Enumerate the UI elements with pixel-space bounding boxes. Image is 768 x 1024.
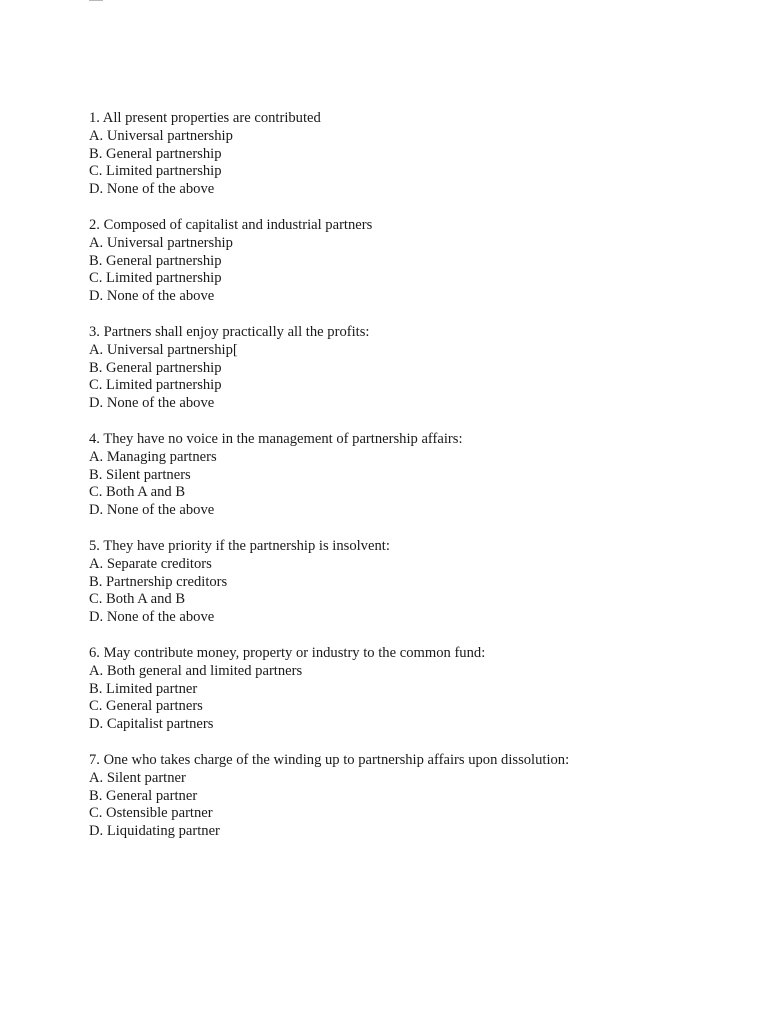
- question-block: [89, 217, 729, 306]
- question-block: [89, 324, 729, 413]
- answer-option: B. Limited partner: [89, 680, 198, 697]
- question-block: [89, 538, 729, 627]
- answer-option: C. Both A and B: [89, 484, 186, 501]
- answer-option: B. General partner: [89, 787, 198, 804]
- answer-option: A. Both general and limited partners: [89, 662, 303, 679]
- answer-option: B. Silent partners: [89, 466, 191, 483]
- question-block: [89, 110, 729, 199]
- answer-option: A. Silent partner: [89, 769, 186, 786]
- answer-option: B. General partnership: [89, 359, 222, 376]
- answer-option: D. Liquidating partner: [89, 823, 220, 840]
- question-text: 6. May contribute money, property or industry to the common fund:: [89, 644, 486, 661]
- answer-option: A. Separate creditors: [89, 555, 212, 572]
- answer-option: D. None of the above: [89, 288, 215, 305]
- answer-option: A. Universal partnership: [89, 127, 233, 144]
- question-text: 2. Composed of capitalist and industrial partners: [89, 216, 373, 233]
- page-header-mark: [89, 0, 103, 1]
- answer-option: C. Both A and B: [89, 591, 186, 608]
- answer-option: A. Universal partnership: [89, 234, 233, 251]
- answer-option: D. None of the above: [89, 609, 215, 626]
- quiz-questions: [89, 110, 729, 859]
- answer-option: B. Partnership creditors: [89, 573, 228, 590]
- answer-option: B. General partnership: [89, 145, 222, 162]
- answer-option: C. Limited partnership: [89, 270, 222, 287]
- answer-option: A. Universal partnership[: [89, 341, 238, 358]
- answer-option: D. None of the above: [89, 502, 215, 519]
- question-block: [89, 645, 729, 734]
- question-text: 5. They have priority if the partnership is insolvent:: [89, 537, 390, 554]
- answer-option: B. General partnership: [89, 252, 222, 269]
- answer-option: D. None of the above: [89, 181, 215, 198]
- question-block: [89, 752, 729, 841]
- answer-option: D. Capitalist partners: [89, 716, 214, 733]
- question-block: [89, 431, 729, 520]
- answer-option: C. Limited partnership: [89, 377, 222, 394]
- answer-option: D. None of the above: [89, 395, 215, 412]
- answer-option: C. General partners: [89, 698, 203, 715]
- question-text: 3. Partners shall enjoy practically all the profits:: [89, 323, 370, 340]
- answer-option: A. Managing partners: [89, 448, 217, 465]
- question-text: 1. All present properties are contributed: [89, 110, 321, 126]
- question-text: 7. One who takes charge of the winding up to partnership affairs upon dissolution:: [89, 751, 570, 768]
- question-text: 4. They have no voice in the management of partnership affairs:: [89, 430, 463, 447]
- answer-option: C. Ostensible partner: [89, 805, 213, 822]
- answer-option: C. Limited partnership: [89, 163, 222, 180]
